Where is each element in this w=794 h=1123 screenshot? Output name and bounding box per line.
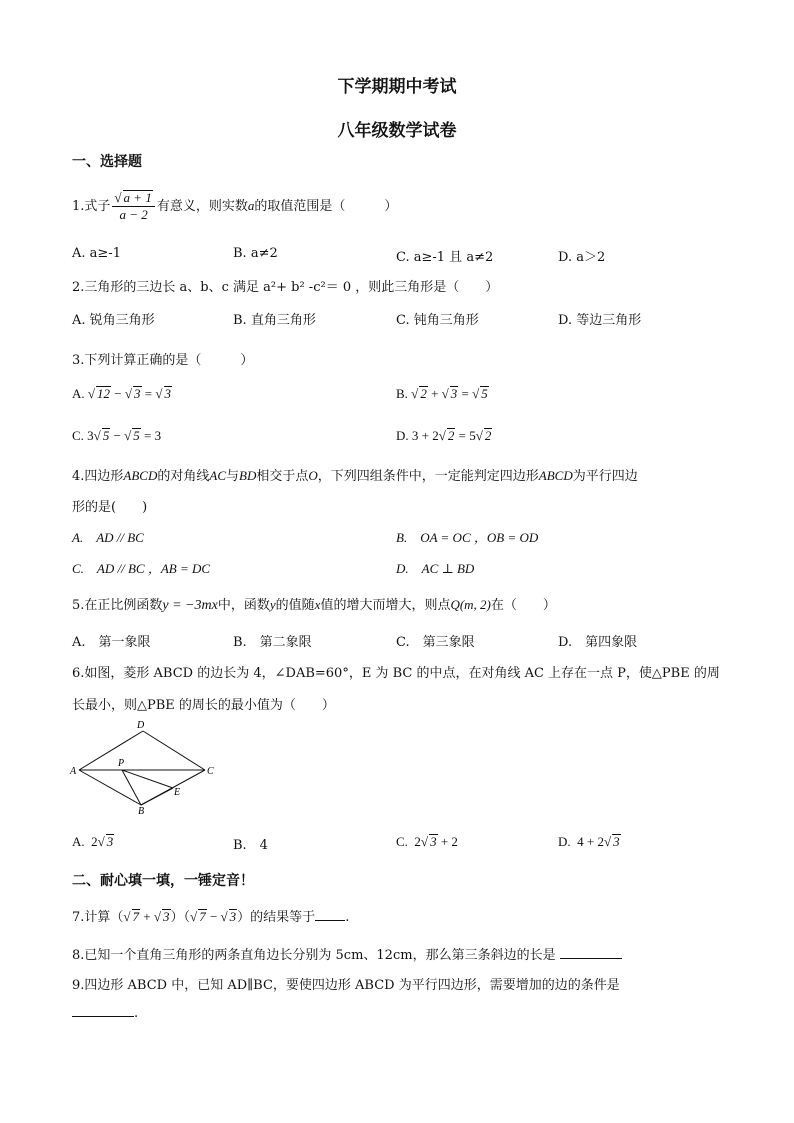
question-1 xyxy=(72,190,397,223)
q1-option-d[interactable]: D. a＞2 xyxy=(558,250,606,265)
section-heading-fill: 二、耐心填一填，一锤定音！ xyxy=(72,873,254,889)
question-2: 2.三角形的三边长 a、b、c 满足 a²+ b² -c²＝ 0 ，则此三角形是（ ） xyxy=(72,280,499,295)
q4-option-b[interactable]: B. OA = OC ，OB = OD xyxy=(396,530,539,545)
q1-numerator: a + 1 xyxy=(123,190,152,205)
q3-option-c[interactable]: C. 3√ 5 − √ 5 = 3 xyxy=(72,428,162,443)
question-9-line1: 9.四边形 ABCD 中，已知 AD∥BC，要使四边形 ABCD 为平行四边形，需要增加的边的条件是 xyxy=(72,978,620,993)
section-heading-choice: 一、选择题 xyxy=(72,154,142,170)
q5-option-d[interactable]: D. 第四象限 xyxy=(558,635,638,650)
q6-option-c[interactable]: C. 2√ 3 + 2 xyxy=(396,834,458,849)
q6-option-b[interactable]: B. 4 xyxy=(233,838,268,853)
q2-option-b[interactable]: B. 直角三角形 xyxy=(233,313,316,328)
q1-prefix: 1.式子 xyxy=(72,199,111,214)
figure-label-a: A xyxy=(70,766,77,777)
q3-option-a[interactable]: A. √ 12 − √ 3 = √ 3 xyxy=(72,386,171,401)
page-subtitle: 八年级数学试卷 xyxy=(337,121,457,141)
q3-option-d[interactable]: D. 3 + 2√ 2 = 5√ 2 xyxy=(396,428,492,443)
q7-answer-blank[interactable] xyxy=(315,920,345,921)
question-6-line2: 长最小，则△PBE 的周长的最小值为（ ） xyxy=(72,698,335,713)
q2-option-a[interactable]: A. 锐角三角形 xyxy=(72,313,155,328)
q1-suffix: 的取值范围是（ ） xyxy=(254,199,398,214)
q2-option-c[interactable]: C. 钝角三角形 xyxy=(396,313,479,328)
figure-label-d: D xyxy=(137,720,145,731)
q8-answer-blank[interactable] xyxy=(560,958,622,959)
question-4-line2: 形的是( ) xyxy=(72,500,148,515)
figure-label-p: P xyxy=(118,758,125,769)
rhombus-figure xyxy=(66,716,226,820)
q4-option-a[interactable]: A. AD // BC xyxy=(72,530,144,545)
q3-option-b[interactable]: B. √ 2 + √ 3 = √ 5 xyxy=(396,386,488,401)
figure-label-e: E xyxy=(174,787,181,798)
q1-var: a xyxy=(247,198,255,213)
q1-fraction: $\frac{√ a + 1}{a - 2}$ xyxy=(112,190,154,223)
q5-option-a[interactable]: A. 第一象限 xyxy=(72,635,151,650)
q5-option-b[interactable]: B. 第二象限 xyxy=(233,635,312,650)
q1-option-b[interactable]: B. a≠2 xyxy=(233,246,278,261)
q6-option-d[interactable]: D. 4 + 2√ 3 xyxy=(558,834,620,849)
figure-label-c: C xyxy=(207,766,214,777)
q2-option-d[interactable]: D. 等边三角形 xyxy=(558,313,642,328)
question-3: 3.下列计算正确的是（ ） xyxy=(72,353,254,368)
page-title: 下学期期中考试 xyxy=(337,77,457,97)
q6-option-a[interactable]: A. 2√ 3 xyxy=(72,834,114,849)
figure-label-b: B xyxy=(138,806,145,817)
q1-option-a[interactable]: A. a≥-1 xyxy=(72,246,121,261)
q1-mid: 有意义，则实数 xyxy=(156,199,248,214)
question-9-line2: . xyxy=(72,1006,138,1021)
q1-denominator: a − 2 xyxy=(119,207,148,222)
q4-option-c[interactable]: C. AD // BC ，AB = DC xyxy=(72,561,211,576)
q9-answer-blank[interactable] xyxy=(72,1016,134,1017)
question-5: 5.在正比例函数y = −3mx中，函数y的值随x值的增大而增大，则点Q(m, 2)在（ ） xyxy=(72,597,556,613)
q1-option-c[interactable]: C. a≥-1 且 a≠2 xyxy=(396,250,494,265)
question-7: 7.计算（√ 7 + √ 3）（√ 7 − √ 3）的结果等于 . xyxy=(72,909,350,925)
q4-option-d[interactable]: D. AC ⊥ BD xyxy=(396,561,475,576)
question-4-line1: 4.四边形ABCD的对角线AC与BD相交于点O，下列四组条件中，一定能判定四边形ABCD为平行四边 xyxy=(72,468,638,484)
q5-option-c[interactable]: C. 第三象限 xyxy=(396,635,475,650)
question-6-line1: 6.如图，菱形 ABCD 的边长为 4，∠DAB=60°，E 为 BC 的中点，在对角线 AC 上存在一点 P，使△PBE 的周 xyxy=(72,666,720,681)
question-8: 8.已知一个直角三角形的两条直角边长分别为 5cm、12cm，那么第三条斜边的长是 xyxy=(72,944,622,963)
